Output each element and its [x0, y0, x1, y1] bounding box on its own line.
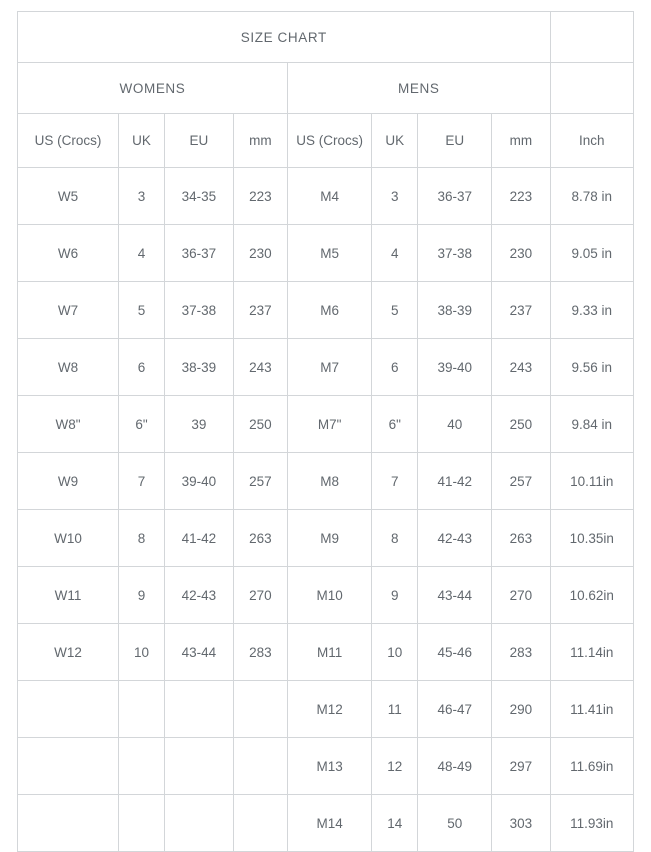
cell-womens-uk — [119, 738, 165, 795]
table-row — [18, 681, 634, 738]
cell-mens-uk: 9 — [372, 567, 418, 624]
cell-mens-us: M5 — [287, 225, 371, 282]
cell-womens-uk: 7 — [119, 453, 165, 510]
cell-womens-eu: 36-37 — [164, 225, 233, 282]
cell-womens-mm — [233, 681, 287, 738]
cell-mens-mm: 270 — [492, 567, 550, 624]
cell-mens-mm: 283 — [492, 624, 550, 681]
cell-womens-us: W7 — [18, 282, 119, 339]
chart-title: SIZE CHART — [18, 12, 551, 63]
cell-mens-us: M10 — [287, 567, 371, 624]
size-chart-body — [18, 12, 634, 852]
cell-womens-mm: 237 — [233, 282, 287, 339]
cell-mens-eu: 36-37 — [418, 168, 492, 225]
size-chart-table — [17, 11, 634, 852]
table-row — [18, 339, 634, 396]
table-row — [18, 282, 634, 339]
cell-mens-uk: 6 — [372, 339, 418, 396]
group-womens: WOMENS — [18, 63, 288, 114]
cell-inch: 8.78 in — [550, 168, 633, 225]
cell-womens-us: W8 — [18, 339, 119, 396]
cell-womens-eu: 43-44 — [164, 624, 233, 681]
header-mens-mm: mm — [492, 114, 550, 168]
size-chart-container — [17, 11, 634, 852]
cell-womens-eu: 39 — [164, 396, 233, 453]
cell-mens-uk: 8 — [372, 510, 418, 567]
cell-womens-eu: 41-42 — [164, 510, 233, 567]
cell-inch: 10.35in — [550, 510, 633, 567]
cell-inch: 11.14in — [550, 624, 633, 681]
cell-mens-eu: 38-39 — [418, 282, 492, 339]
cell-mens-eu: 43-44 — [418, 567, 492, 624]
cell-womens-uk: 9 — [119, 567, 165, 624]
cell-mens-uk: 3 — [372, 168, 418, 225]
cell-mens-us: M14 — [287, 795, 371, 852]
header-womens-uk: UK — [119, 114, 165, 168]
cell-mens-mm: 250 — [492, 396, 550, 453]
cell-mens-us: M11 — [287, 624, 371, 681]
header-inch: Inch — [550, 114, 633, 168]
cell-inch: 11.69in — [550, 738, 633, 795]
cell-womens-eu: 38-39 — [164, 339, 233, 396]
cell-inch: 11.41in — [550, 681, 633, 738]
cell-mens-uk: 7 — [372, 453, 418, 510]
cell-mens-eu: 42-43 — [418, 510, 492, 567]
header-womens-us: US (Crocs) — [18, 114, 119, 168]
cell-mens-mm: 230 — [492, 225, 550, 282]
cell-mens-mm: 263 — [492, 510, 550, 567]
cell-womens-us: W6 — [18, 225, 119, 282]
cell-womens-eu: 34-35 — [164, 168, 233, 225]
cell-mens-mm: 290 — [492, 681, 550, 738]
cell-mens-mm: 243 — [492, 339, 550, 396]
cell-mens-us: M7" — [287, 396, 371, 453]
cell-womens-us: W5 — [18, 168, 119, 225]
cell-womens-eu — [164, 681, 233, 738]
cell-womens-uk: 10 — [119, 624, 165, 681]
cell-mens-mm: 303 — [492, 795, 550, 852]
cell-mens-us: M4 — [287, 168, 371, 225]
cell-womens-mm: 230 — [233, 225, 287, 282]
cell-womens-eu: 37-38 — [164, 282, 233, 339]
table-row — [18, 738, 634, 795]
table-row — [18, 510, 634, 567]
cell-mens-uk: 10 — [372, 624, 418, 681]
cell-mens-eu: 45-46 — [418, 624, 492, 681]
cell-womens-uk: 6 — [119, 339, 165, 396]
cell-inch: 9.05 in — [550, 225, 633, 282]
cell-mens-mm: 237 — [492, 282, 550, 339]
header-womens-eu: EU — [164, 114, 233, 168]
cell-womens-us: W10 — [18, 510, 119, 567]
cell-inch: 10.62in — [550, 567, 633, 624]
table-row — [18, 168, 634, 225]
cell-womens-mm — [233, 738, 287, 795]
cell-mens-us: M12 — [287, 681, 371, 738]
cell-mens-eu: 40 — [418, 396, 492, 453]
cell-womens-us: W12 — [18, 624, 119, 681]
cell-womens-eu: 39-40 — [164, 453, 233, 510]
cell-mens-uk: 11 — [372, 681, 418, 738]
cell-mens-uk: 6" — [372, 396, 418, 453]
cell-womens-us: W9 — [18, 453, 119, 510]
cell-womens-uk: 3 — [119, 168, 165, 225]
header-mens-us: US (Crocs) — [287, 114, 371, 168]
table-row — [18, 624, 634, 681]
cell-inch: 9.56 in — [550, 339, 633, 396]
header-mens-uk: UK — [372, 114, 418, 168]
table-row — [18, 225, 634, 282]
cell-womens-eu — [164, 738, 233, 795]
cell-mens-us: M13 — [287, 738, 371, 795]
cell-womens-mm: 250 — [233, 396, 287, 453]
cell-womens-us: W11 — [18, 567, 119, 624]
cell-mens-uk: 5 — [372, 282, 418, 339]
title-row — [18, 12, 634, 63]
cell-mens-eu: 41-42 — [418, 453, 492, 510]
cell-mens-mm: 297 — [492, 738, 550, 795]
cell-mens-eu: 37-38 — [418, 225, 492, 282]
title-spacer-cell — [550, 12, 633, 63]
cell-mens-uk: 4 — [372, 225, 418, 282]
table-row — [18, 567, 634, 624]
cell-mens-uk: 12 — [372, 738, 418, 795]
header-mens-eu: EU — [418, 114, 492, 168]
cell-inch: 10.11in — [550, 453, 633, 510]
cell-mens-us: M9 — [287, 510, 371, 567]
cell-mens-us: M8 — [287, 453, 371, 510]
column-header-row — [18, 114, 634, 168]
group-header-row — [18, 63, 634, 114]
table-row — [18, 453, 634, 510]
cell-womens-us — [18, 738, 119, 795]
cell-womens-mm: 223 — [233, 168, 287, 225]
group-mens: MENS — [287, 63, 550, 114]
cell-womens-uk — [119, 681, 165, 738]
cell-womens-us — [18, 681, 119, 738]
cell-womens-mm: 263 — [233, 510, 287, 567]
cell-womens-us: W8" — [18, 396, 119, 453]
cell-mens-us: M7 — [287, 339, 371, 396]
cell-inch: 9.33 in — [550, 282, 633, 339]
cell-inch: 11.93in — [550, 795, 633, 852]
table-row — [18, 396, 634, 453]
cell-mens-us: M6 — [287, 282, 371, 339]
group-spacer-cell — [550, 63, 633, 114]
cell-womens-uk: 5 — [119, 282, 165, 339]
cell-womens-uk: 8 — [119, 510, 165, 567]
cell-womens-eu: 42-43 — [164, 567, 233, 624]
cell-mens-eu: 46-47 — [418, 681, 492, 738]
cell-mens-mm: 223 — [492, 168, 550, 225]
cell-womens-uk: 4 — [119, 225, 165, 282]
cell-womens-mm: 257 — [233, 453, 287, 510]
cell-womens-mm: 243 — [233, 339, 287, 396]
cell-mens-eu: 50 — [418, 795, 492, 852]
cell-mens-mm: 257 — [492, 453, 550, 510]
header-womens-mm: mm — [233, 114, 287, 168]
cell-mens-eu: 48-49 — [418, 738, 492, 795]
cell-womens-uk: 6" — [119, 396, 165, 453]
cell-mens-uk: 14 — [372, 795, 418, 852]
cell-mens-eu: 39-40 — [418, 339, 492, 396]
cell-womens-mm: 283 — [233, 624, 287, 681]
cell-womens-mm: 270 — [233, 567, 287, 624]
cell-inch: 9.84 in — [550, 396, 633, 453]
